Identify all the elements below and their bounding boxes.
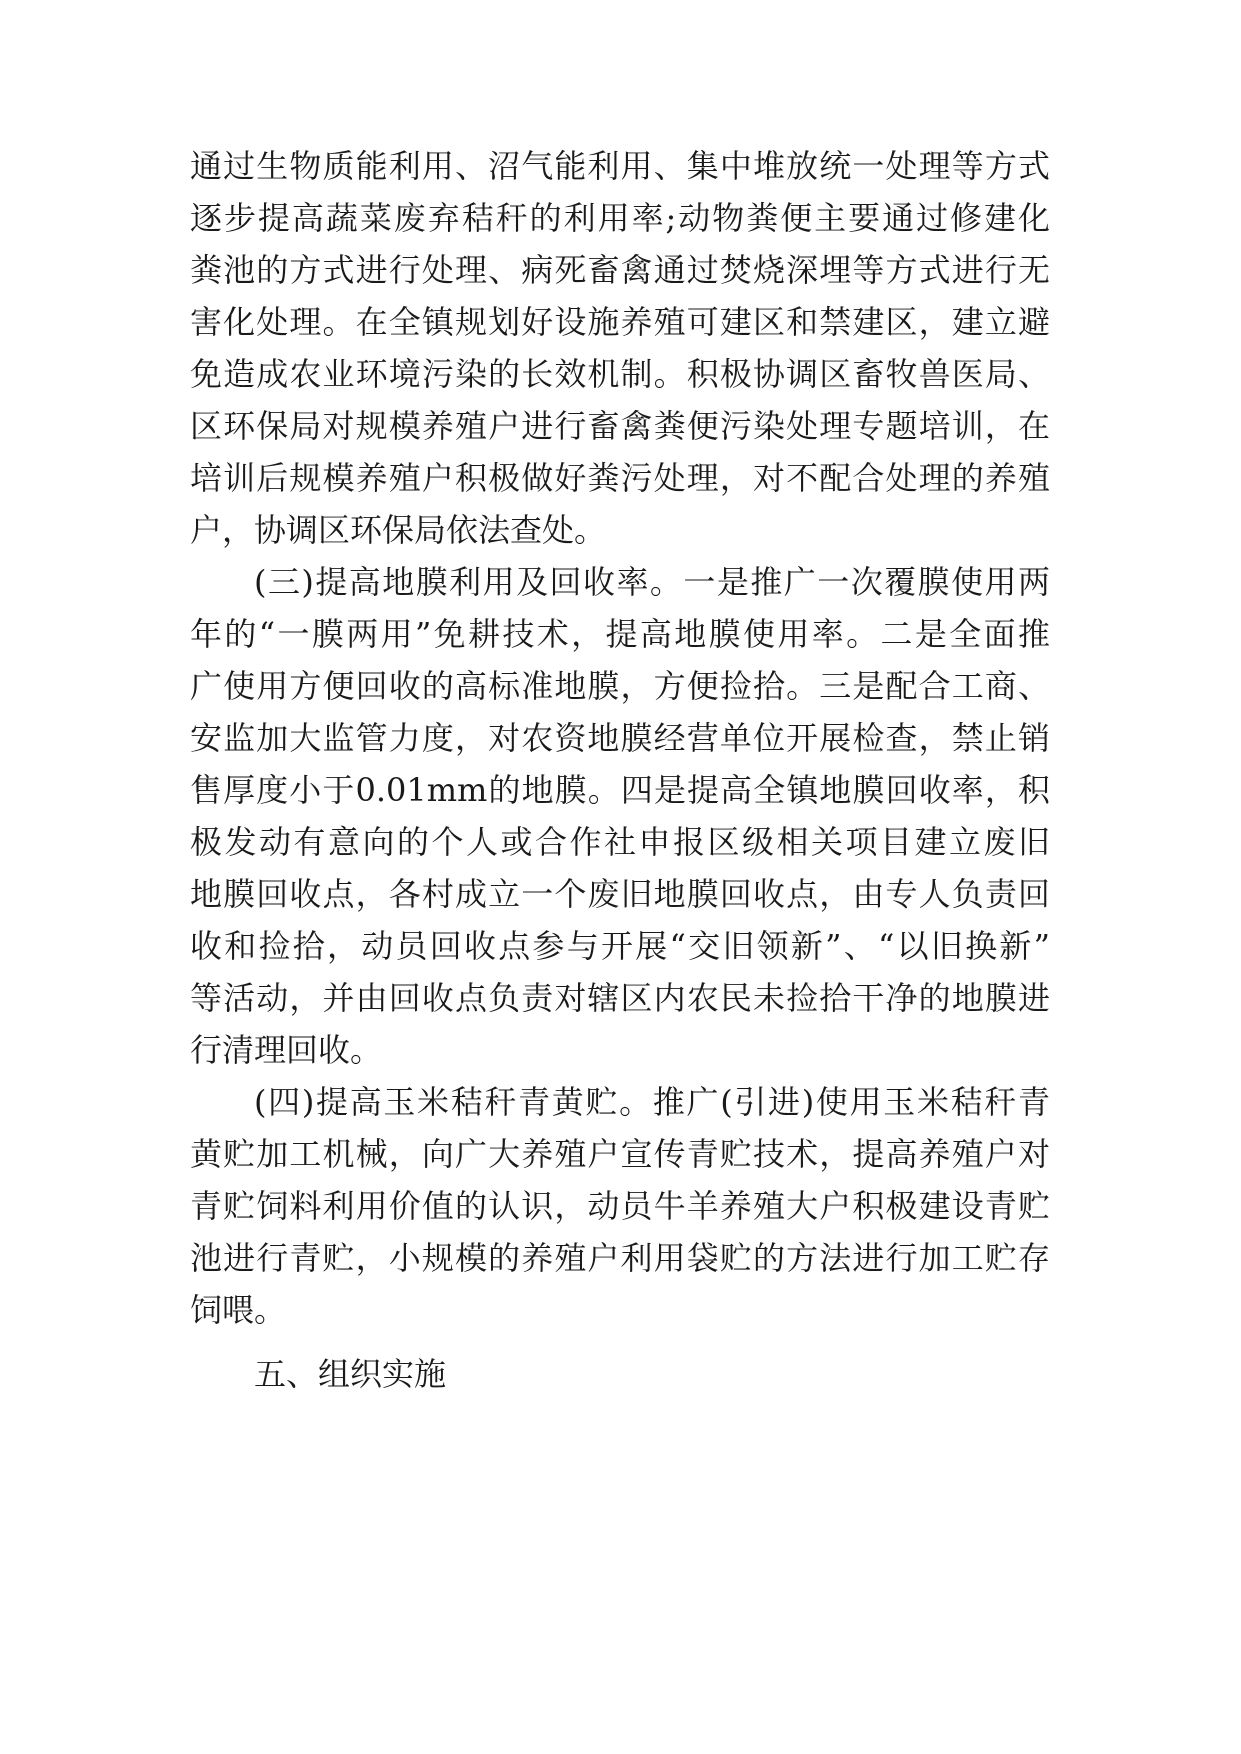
text-line: 免造成农业环境污染的长效机制。积极协调区畜牧兽医局、: [190, 355, 1050, 393]
text-line: 户，协调区环保局依法查处。: [190, 511, 607, 549]
text-line: 培训后规模养殖户积极做好粪污处理，对不配合处理的养殖: [190, 459, 1050, 497]
text-line: 池进行青贮，小规模的养殖户利用袋贮的方法进行加工贮存: [190, 1239, 1050, 1277]
text-line: 极发动有意向的个人或合作社申报区级相关项目建立废旧: [190, 823, 1050, 861]
text-line: 饲喂。: [190, 1291, 287, 1329]
text-line: 害化处理。在全镇规划好设施养殖可建区和禁建区，建立避: [190, 303, 1050, 341]
text-line: 黄贮加工机械，向广大养殖户宣传青贮技术，提高养殖户对: [190, 1135, 1050, 1173]
text-line: 粪池的方式进行处理、病死畜禽通过焚烧深埋等方式进行无: [190, 251, 1050, 289]
section-heading: 五、组织实施: [254, 1355, 447, 1393]
text-line: 年的“一膜两用”免耕技术，提高地膜使用率。二是全面推: [190, 615, 1050, 653]
text-line: 广使用方便回收的高标准地膜，方便捡拾。三是配合工商、: [190, 667, 1050, 705]
text-line: 售厚度小于0.01mm的地膜。四是提高全镇地膜回收率，积: [190, 771, 1050, 809]
text-line: 行清理回收。: [190, 1031, 383, 1069]
text-line: 区环保局对规模养殖户进行畜禽粪便污染处理专题培训，在: [190, 407, 1050, 445]
text-line: 通过生物质能利用、沼气能利用、集中堆放统一处理等方式: [190, 147, 1050, 185]
text-line: (四)提高玉米秸秆青黄贮。推广(引进)使用玉米秸秆青: [254, 1083, 1050, 1121]
text-line: 安监加大监管力度，对农资地膜经营单位开展检查，禁止销: [190, 719, 1050, 757]
text-line: (三)提高地膜利用及回收率。一是推广一次覆膜使用两: [254, 563, 1050, 601]
text-line: 逐步提高蔬菜废弃秸秆的利用率;动物粪便主要通过修建化: [190, 199, 1050, 237]
text-line: 青贮饲料利用价值的认识，动员牛羊养殖大户积极建设青贮: [190, 1187, 1050, 1225]
text-line: 收和捡拾，动员回收点参与开展“交旧领新”、“以旧换新”: [190, 927, 1050, 965]
text-line: 地膜回收点，各村成立一个废旧地膜回收点，由专人负责回: [190, 875, 1050, 913]
text-line: 等活动，并由回收点负责对辖区内农民未捡拾干净的地膜进: [190, 979, 1050, 1017]
